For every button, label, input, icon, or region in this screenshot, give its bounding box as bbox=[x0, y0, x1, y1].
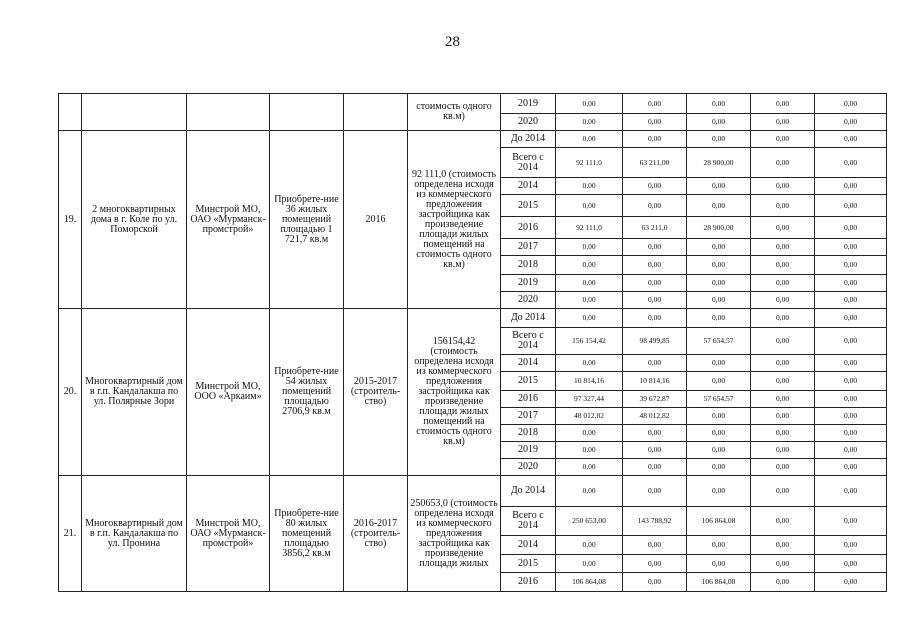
year-cell: Всего с 2014 bbox=[501, 328, 556, 355]
amount-cell: 0,00 bbox=[815, 195, 887, 217]
amount-cell: 0,00 bbox=[751, 114, 815, 131]
amount-cell: 0,00 bbox=[687, 459, 751, 476]
amount-cell: 0,00 bbox=[815, 476, 887, 507]
amount-cell: 0,00 bbox=[751, 355, 815, 372]
amount-cell: 0,00 bbox=[815, 573, 887, 592]
amount-cell: 0,00 bbox=[751, 148, 815, 178]
amount-cell: 0,00 bbox=[751, 94, 815, 114]
amount-cell: 0,00 bbox=[623, 573, 687, 592]
amount-cell: 0,00 bbox=[556, 442, 623, 459]
amount-cell: 0,00 bbox=[556, 536, 623, 555]
amount-cell: 92 111,0 bbox=[556, 148, 623, 178]
period-cell: 2016 bbox=[344, 131, 408, 309]
year-cell: 2017 bbox=[501, 239, 556, 256]
year-cell: 2015 bbox=[501, 555, 556, 573]
amount-cell: 0,00 bbox=[815, 178, 887, 195]
amount-cell: 0,00 bbox=[623, 195, 687, 217]
object-name: 2 многоквартирных дома в г. Коле по ул. Поморской bbox=[82, 131, 187, 309]
row-number: 20. bbox=[59, 309, 82, 476]
amount-cell: 92 111,0 bbox=[556, 217, 623, 239]
customer-cell bbox=[187, 94, 270, 131]
amount-cell: 106 864,08 bbox=[687, 573, 751, 592]
amount-cell: 0,00 bbox=[556, 114, 623, 131]
period-cell: 2015-2017 (строитель-ство) bbox=[344, 309, 408, 476]
amount-cell: 0,00 bbox=[751, 372, 815, 391]
amount-cell: 0,00 bbox=[751, 391, 815, 408]
amount-cell: 0,00 bbox=[687, 239, 751, 256]
amount-cell: 0,00 bbox=[751, 217, 815, 239]
program-table bbox=[58, 93, 887, 592]
amount-cell: 28 900,00 bbox=[687, 148, 751, 178]
row-number: 21. bbox=[59, 476, 82, 592]
amount-cell: 0,00 bbox=[815, 372, 887, 391]
year-cell: 2018 bbox=[501, 425, 556, 442]
cost-cell: 156154,42 (стоимость определена исходя из коммерческого предложения застройщика как произведение площади жилых помещений на стоимость одного кв.м) bbox=[408, 309, 501, 476]
amount-cell: 0,00 bbox=[623, 114, 687, 131]
amount-cell: 0,00 bbox=[556, 476, 623, 507]
amount-cell: 0,00 bbox=[815, 425, 887, 442]
amount-cell: 0,00 bbox=[815, 408, 887, 425]
amount-cell: 0,00 bbox=[556, 292, 623, 309]
amount-cell: 0,00 bbox=[556, 459, 623, 476]
year-cell: 2014 bbox=[501, 178, 556, 195]
amount-cell: 0,00 bbox=[687, 195, 751, 217]
amount-cell: 28 900,00 bbox=[687, 217, 751, 239]
cost-cell: 92 111,0 (стоимость определена исходя из коммерческого предложения застройщика как произведение площади жилых помещений на стоимость одного кв.м) bbox=[408, 131, 501, 309]
table-row bbox=[59, 94, 887, 114]
amount-cell: 0,00 bbox=[751, 573, 815, 592]
amount-cell: 106 864,08 bbox=[687, 507, 751, 536]
year-cell: 2019 bbox=[501, 442, 556, 459]
amount-cell: 0,00 bbox=[815, 217, 887, 239]
amount-cell: 48 012,82 bbox=[556, 408, 623, 425]
table-row bbox=[59, 309, 887, 328]
amount-cell: 57 654,57 bbox=[687, 391, 751, 408]
amount-cell: 0,00 bbox=[687, 178, 751, 195]
number-cell bbox=[59, 94, 82, 131]
amount-cell: 0,00 bbox=[815, 131, 887, 148]
amount-cell: 57 654,57 bbox=[687, 328, 751, 355]
amount-cell: 0,00 bbox=[751, 239, 815, 256]
amount-cell: 0,00 bbox=[751, 131, 815, 148]
amount-cell: 0,00 bbox=[815, 256, 887, 275]
amount-cell: 0,00 bbox=[687, 442, 751, 459]
amount-cell: 0,00 bbox=[687, 372, 751, 391]
amount-cell: 0,00 bbox=[815, 328, 887, 355]
object-name: Многоквартирный дом в г.п. Кандалакша по ул. Полярные Зори bbox=[82, 309, 187, 476]
amount-cell: 0,00 bbox=[751, 309, 815, 328]
year-cell: До 2014 bbox=[501, 131, 556, 148]
amount-cell: 0,00 bbox=[751, 275, 815, 292]
amount-cell: 0,00 bbox=[623, 309, 687, 328]
amount-cell: 0,00 bbox=[815, 555, 887, 573]
amount-cell: 0,00 bbox=[556, 355, 623, 372]
amount-cell: 0,00 bbox=[623, 239, 687, 256]
cost-cell: 250653,0 (стоимость определена исходя из коммерческого предложения застройщика как произведение площади жилых bbox=[408, 476, 501, 592]
amount-cell: 0,00 bbox=[687, 536, 751, 555]
object-cell bbox=[82, 94, 187, 131]
amount-cell: 0,00 bbox=[751, 408, 815, 425]
amount-cell: 0,00 bbox=[556, 131, 623, 148]
amount-cell: 0,00 bbox=[623, 94, 687, 114]
amount-cell: 0,00 bbox=[687, 114, 751, 131]
amount-cell: 0,00 bbox=[751, 328, 815, 355]
row-number: 19. bbox=[59, 131, 82, 309]
amount-cell: 0,00 bbox=[815, 355, 887, 372]
amount-cell: 0,00 bbox=[687, 94, 751, 114]
year-cell: Всего с 2014 bbox=[501, 507, 556, 536]
customer-cell: Минстрой МО, ООО «Аркаим» bbox=[187, 309, 270, 476]
customer-cell: Минстрой МО, ОАО «Мурманск-промстрой» bbox=[187, 131, 270, 309]
amount-cell: 63 211,00 bbox=[623, 148, 687, 178]
amount-cell: 0,00 bbox=[815, 275, 887, 292]
period-cell: 2016-2017 (строитель-ство) bbox=[344, 476, 408, 592]
year-cell: 2014 bbox=[501, 355, 556, 372]
amount-cell: 0,00 bbox=[815, 459, 887, 476]
table-row bbox=[59, 131, 887, 148]
amount-cell: 106 864,08 bbox=[556, 573, 623, 592]
amount-cell: 0,00 bbox=[687, 131, 751, 148]
amount-cell: 0,00 bbox=[623, 275, 687, 292]
amount-cell: 0,00 bbox=[623, 355, 687, 372]
amount-cell: 0,00 bbox=[687, 425, 751, 442]
amount-cell: 0,00 bbox=[751, 292, 815, 309]
year-cell: 2019 bbox=[501, 94, 556, 114]
amount-cell: 0,00 bbox=[815, 114, 887, 131]
amount-cell: 0,00 bbox=[815, 391, 887, 408]
cost-cell: стоимость одного кв.м) bbox=[408, 94, 501, 131]
amount-cell: 0,00 bbox=[751, 555, 815, 573]
amount-cell: 0,00 bbox=[815, 292, 887, 309]
amount-cell: 10 814,16 bbox=[556, 372, 623, 391]
table-row bbox=[59, 476, 887, 507]
amount-cell: 0,00 bbox=[751, 256, 815, 275]
year-cell: 2016 bbox=[501, 391, 556, 408]
year-cell: 2020 bbox=[501, 114, 556, 131]
object-name: Многоквартирный дом в г.п. Кандалакша по ул. Пронина bbox=[82, 476, 187, 592]
amount-cell: 0,00 bbox=[556, 178, 623, 195]
amount-cell: 156 154,42 bbox=[556, 328, 623, 355]
amount-cell: 0,00 bbox=[623, 476, 687, 507]
amount-cell: 0,00 bbox=[751, 442, 815, 459]
amount-cell: 0,00 bbox=[556, 425, 623, 442]
amount-cell: 0,00 bbox=[751, 178, 815, 195]
amount-cell: 0,00 bbox=[556, 256, 623, 275]
amount-cell: 0,00 bbox=[623, 459, 687, 476]
year-cell: 2015 bbox=[501, 372, 556, 391]
amount-cell: 0,00 bbox=[623, 131, 687, 148]
amount-cell: 0,00 bbox=[623, 555, 687, 573]
period-cell bbox=[344, 94, 408, 131]
amount-cell: 0,00 bbox=[556, 239, 623, 256]
amount-cell: 0,00 bbox=[623, 425, 687, 442]
year-cell: 2020 bbox=[501, 292, 556, 309]
amount-cell: 0,00 bbox=[556, 195, 623, 217]
amount-cell: 0,00 bbox=[751, 195, 815, 217]
amount-cell: 0,00 bbox=[751, 425, 815, 442]
amount-cell: 0,00 bbox=[687, 476, 751, 507]
amount-cell: 0,00 bbox=[815, 94, 887, 114]
amount-cell: 0,00 bbox=[687, 408, 751, 425]
amount-cell: 0,00 bbox=[815, 309, 887, 328]
customer-cell: Минстрой МО, ОАО «Мурманск-промстрой» bbox=[187, 476, 270, 592]
amount-cell: 250 653,00 bbox=[556, 507, 623, 536]
amount-cell: 0,00 bbox=[751, 536, 815, 555]
amount-cell: 0,00 bbox=[687, 555, 751, 573]
year-cell: 2020 bbox=[501, 459, 556, 476]
amount-cell: 48 012,82 bbox=[623, 408, 687, 425]
amount-cell: 0,00 bbox=[556, 309, 623, 328]
amount-cell: 0,00 bbox=[815, 442, 887, 459]
action-cell: Приобрете-ние 54 жилых помещений площадью 2706,9 кв.м bbox=[270, 309, 344, 476]
amount-cell: 0,00 bbox=[687, 292, 751, 309]
amount-cell: 0,00 bbox=[556, 275, 623, 292]
year-cell: 2015 bbox=[501, 195, 556, 217]
amount-cell: 0,00 bbox=[623, 536, 687, 555]
amount-cell: 0,00 bbox=[751, 476, 815, 507]
amount-cell: 0,00 bbox=[623, 442, 687, 459]
amount-cell: 0,00 bbox=[751, 507, 815, 536]
amount-cell: 0,00 bbox=[815, 536, 887, 555]
amount-cell: 0,00 bbox=[556, 94, 623, 114]
amount-cell: 0,00 bbox=[751, 459, 815, 476]
amount-cell: 0,00 bbox=[623, 256, 687, 275]
amount-cell: 0,00 bbox=[623, 178, 687, 195]
year-cell: Всего с 2014 bbox=[501, 148, 556, 178]
year-cell: 2017 bbox=[501, 408, 556, 425]
amount-cell: 0,00 bbox=[687, 355, 751, 372]
action-cell: Приобрете-ние 36 жилых помещений площадью 1 721,7 кв.м bbox=[270, 131, 344, 309]
amount-cell: 0,00 bbox=[556, 555, 623, 573]
year-cell: 2016 bbox=[501, 217, 556, 239]
amount-cell: 0,00 bbox=[687, 256, 751, 275]
page-number: 28 bbox=[445, 34, 460, 50]
year-cell: 2016 bbox=[501, 573, 556, 592]
year-cell: До 2014 bbox=[501, 476, 556, 507]
amount-cell: 0,00 bbox=[815, 239, 887, 256]
amount-cell: 0,00 bbox=[687, 275, 751, 292]
amount-cell: 0,00 bbox=[815, 148, 887, 178]
amount-cell: 0,00 bbox=[815, 507, 887, 536]
year-cell: До 2014 bbox=[501, 309, 556, 328]
year-cell: 2019 bbox=[501, 275, 556, 292]
amount-cell: 143 788,92 bbox=[623, 507, 687, 536]
year-cell: 2014 bbox=[501, 536, 556, 555]
amount-cell: 10 814,16 bbox=[623, 372, 687, 391]
amount-cell: 63 211,0 bbox=[623, 217, 687, 239]
amount-cell: 0,00 bbox=[687, 309, 751, 328]
action-cell: Приобрете-ние 80 жилых помещений площадью 3856,2 кв.м bbox=[270, 476, 344, 592]
amount-cell: 39 672,87 bbox=[623, 391, 687, 408]
year-cell: 2018 bbox=[501, 256, 556, 275]
amount-cell: 97 327,44 bbox=[556, 391, 623, 408]
amount-cell: 98 499,85 bbox=[623, 328, 687, 355]
amount-cell: 0,00 bbox=[623, 292, 687, 309]
action-cell bbox=[270, 94, 344, 131]
